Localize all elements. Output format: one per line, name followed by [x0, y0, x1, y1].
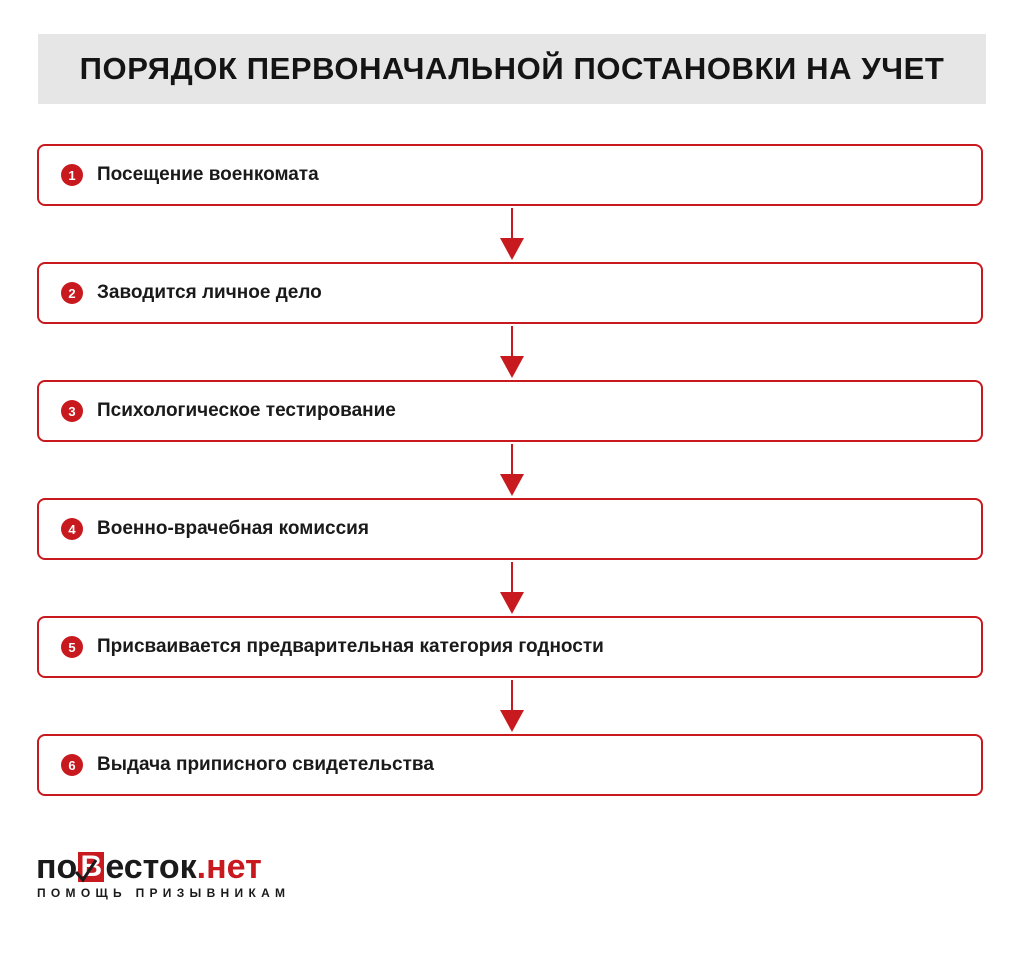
page-title: ПОРЯДОК ПЕРВОНАЧАЛЬНОЙ ПОСТАНОВКИ НА УЧЕТ [79, 51, 945, 86]
step-5-number: 5 [61, 636, 83, 658]
step-6-box [37, 734, 983, 796]
step-3-label: Психологическое тестирование [97, 400, 396, 421]
step-1-label: Посещение военкомата [97, 164, 319, 185]
step-4-number: 4 [61, 518, 83, 540]
step-1-box [37, 144, 983, 206]
logo [36, 850, 336, 900]
logo-wordmark [36, 850, 262, 884]
step-2-label: Заводится личное дело [97, 282, 322, 303]
step-3-number: 3 [61, 400, 83, 422]
logo-part-net: .нет [196, 848, 262, 886]
logo-check-letter: В [78, 852, 104, 882]
step-4-box [37, 498, 983, 560]
title-bar [38, 34, 986, 104]
step-5-box [37, 616, 983, 678]
step-6-label: Выдача приписного свидетельства [97, 754, 434, 775]
arrow-down-icon [499, 680, 525, 732]
step-4-label: Военно-врачебная комиссия [97, 518, 369, 539]
step-6-number: 6 [61, 754, 83, 776]
arrow-down-icon [499, 444, 525, 496]
checkmark-icon [74, 858, 100, 888]
arrow-down-icon [499, 562, 525, 614]
logo-tagline: ПОМОЩЬ ПРИЗЫВНИКАМ [37, 886, 291, 900]
step-1-number: 1 [61, 164, 83, 186]
arrow-down-icon [499, 208, 525, 260]
step-3-box [37, 380, 983, 442]
logo-part-estok: есток [105, 848, 197, 886]
logo-part-po: по [36, 848, 78, 886]
step-5-label: Присваивается предварительная категория годности [97, 636, 604, 657]
arrow-down-icon [499, 326, 525, 378]
step-2-number: 2 [61, 282, 83, 304]
step-2-box [37, 262, 983, 324]
